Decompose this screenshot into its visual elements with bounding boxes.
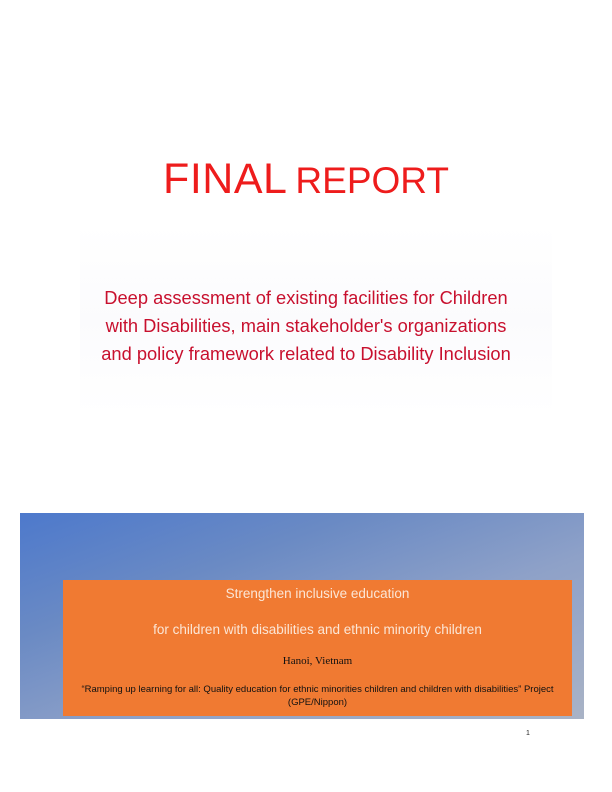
- report-subtitle: Deep assessment of existing facilities for Children with Disabilities, main stakeholder's organizations and policy framework related to Disability Inclusion: [101, 287, 511, 364]
- project-name: “Ramping up learning for all: Quality education for ethnic minorities children and children with disabilities” Project (GPE/Nippon): [81, 684, 554, 708]
- title-second-word: REPORT: [295, 160, 449, 201]
- banner-heading-line-2: for children with disabilities and ethnic minority children: [153, 622, 482, 637]
- project-info-box: [63, 580, 572, 716]
- location-label: Hanoi, Vietnam: [282, 655, 353, 667]
- banner-heading-line-1: Strengthen inclusive education: [225, 586, 410, 601]
- report-title: [0, 155, 612, 203]
- page-number: 1: [526, 730, 530, 737]
- title-first-word: FINAL: [163, 155, 288, 203]
